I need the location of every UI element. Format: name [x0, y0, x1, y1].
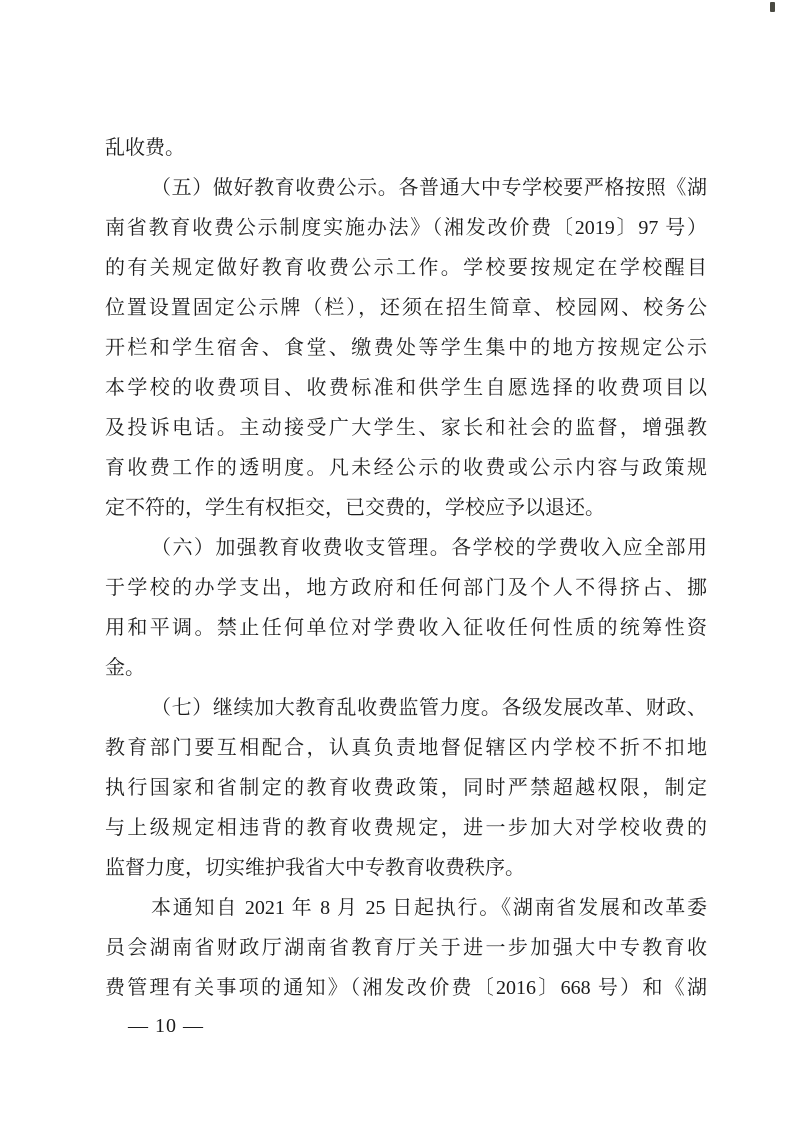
- document-line: （七）继续加大教育乱收费监管力度。各级发展改革、财政、: [151, 697, 707, 719]
- document-line: 的有关规定做好教育收费公示工作。学校要按规定在学校醒目: [105, 257, 707, 279]
- document-line: 开栏和学生宿舍、食堂、缴费处等学生集中的地方按规定公示: [105, 337, 707, 359]
- document-line: 育收费工作的透明度。凡未经公示的收费或公示内容与政策规: [105, 457, 707, 479]
- document-line: 南省教育收费公示制度实施办法》（湘发改价费〔2019〕97 号）: [105, 217, 707, 239]
- document-line: 员会湖南省财政厅湖南省教育厅关于进一步加强大中专教育收: [105, 937, 707, 959]
- document-line: 定不符的，学生有权拒交，已交费的，学校应予以退还。: [105, 497, 605, 519]
- document-line: 本通知自 2021 年 8 月 25 日起执行。《湖南省发展和改革委: [151, 897, 707, 919]
- document-line: 乱收费。: [105, 137, 185, 159]
- document-line: 位置设置固定公示牌（栏），还须在招生简章、校园网、校务公: [105, 297, 707, 319]
- document-line: 本学校的收费项目、收费标准和供学生自愿选择的收费项目以: [105, 377, 707, 399]
- scan-artifact: [770, 2, 775, 12]
- document-line: 于学校的办学支出，地方政府和任何部门及个人不得挤占、挪: [105, 577, 707, 599]
- document-line: 用和平调。禁止任何单位对学费收入征收任何性质的统筹性资: [105, 617, 707, 639]
- page-number: — 10 —: [128, 1015, 204, 1037]
- document-line: 费管理有关事项的通知》（湘发改价费〔2016〕668 号）和《湖: [105, 977, 707, 999]
- document-line: 教育部门要互相配合，认真负责地督促辖区内学校不折不扣地: [105, 737, 707, 759]
- document-line: （六）加强教育收费收支管理。各学校的学费收入应全部用: [151, 537, 707, 559]
- document-line: 监督力度，切实维护我省大中专教育收费秩序。: [105, 857, 525, 879]
- document-line: 与上级规定相违背的教育收费规定，进一步加大对学校收费的: [105, 817, 707, 839]
- document-body: [105, 128, 707, 1008]
- document-line: 及投诉电话。主动接受广大学生、家长和社会的监督，增强教: [105, 417, 707, 439]
- document-line: （五）做好教育收费公示。各普通大中专学校要严格按照《湖: [151, 177, 707, 199]
- document-line: 执行国家和省制定的教育收费政策，同时严禁超越权限，制定: [105, 777, 707, 799]
- document-line: 金。: [105, 657, 145, 679]
